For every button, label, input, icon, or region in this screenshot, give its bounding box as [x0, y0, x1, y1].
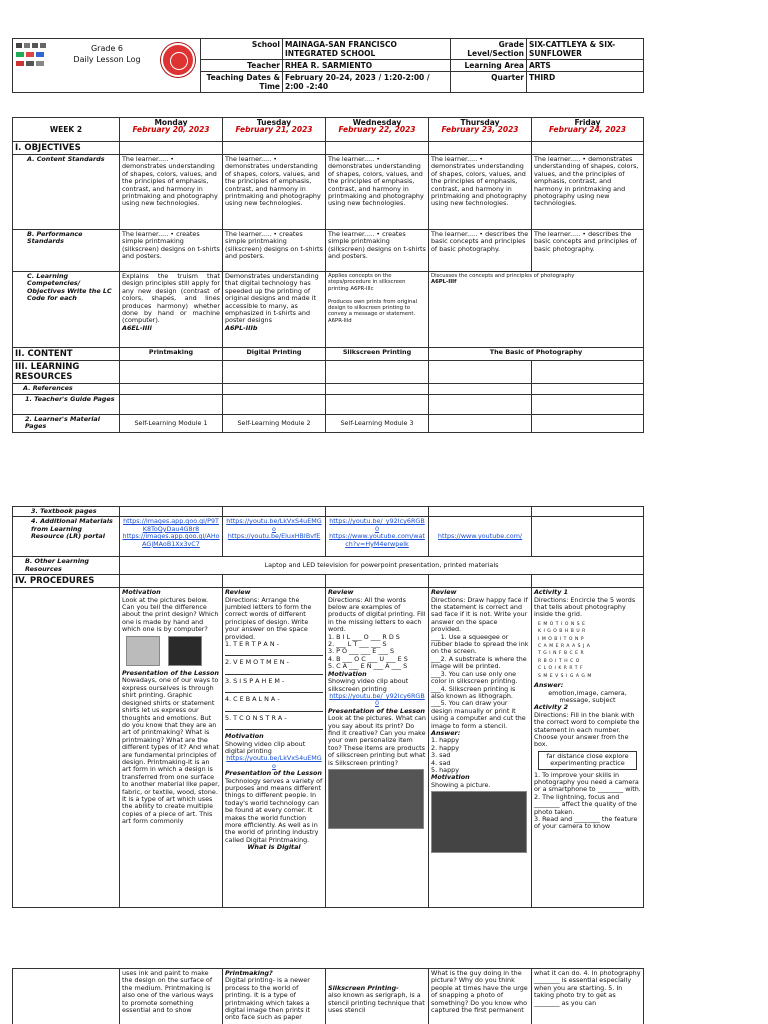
- content-standard-wed: The learner..... • demonstrates understanding of shapes, colors, values, and the principles of emphasis, contrast, and harmony in printmaking and photography using new technologies.: [326, 155, 429, 230]
- page-2: [12, 506, 643, 904]
- module-mon: Self-Learning Module 1: [120, 415, 223, 433]
- dates-label: Teaching Dates & Time: [201, 72, 283, 93]
- header-table: [12, 38, 644, 93]
- content-heading: II. CONTENT: [13, 348, 120, 361]
- perf-thu: The learner..... • describes the basic concepts and principles of basic photography.: [429, 230, 532, 272]
- link-mon-2[interactable]: https://images.app.goo.gl/AHoAGjMAoB1Xx3vC7: [122, 532, 220, 548]
- p3-mon: uses ink and paint to make the design on the surface of the medium. Printmaking is also one of the various ways to promote something essential and to show: [120, 969, 223, 1024]
- content-standard-tue: The learner..... • demonstrates understanding of shapes, colors, values, and the principles of emphasis, contrast, and harmony in printmaking and photography using new technologies.: [223, 155, 326, 230]
- links-tue: [223, 517, 326, 557]
- other-resources: Laptop and LED television for powerpoint presentation, printed materials: [120, 557, 644, 575]
- page-3: [12, 968, 643, 1024]
- lesson-table-1: [12, 117, 644, 433]
- quarter-label: Quarter: [451, 72, 527, 93]
- p3-thu: What is the guy doing in the picture? Why do you think people at times have the urge of snapping a photo of something? Do you know who captured the first permanent: [429, 969, 532, 1024]
- grade-title: Grade 6 Daily Lesson Log: [73, 44, 141, 64]
- day-tuesday: Tuesday February 21, 2023: [223, 118, 326, 142]
- word-search-grid: EMOTIONSE KIGOBHBUR IMOBITONP CAMERAASJA TGINFBCER RBOITHCO CLOIKRRTF SMEVSIGAGM: [538, 621, 594, 679]
- links-wed: [326, 517, 429, 557]
- perf-mon: The learner..... • creates simple printmaking (silkscreen) designs on t-shirts and posters.: [120, 230, 223, 272]
- textbook-label: 3. Textbook pages: [13, 507, 120, 517]
- perf-wed: The learner..... • creates simple printmaking (silkscreen) designs on t-shirts and posters.: [326, 230, 429, 272]
- comp-wed: Applies concepts on the steps/procedure in silkscreen printing A6PR-IIIc Produces own prints from original design to silkscreen printing to convey a message or statement. A6PR-IIId: [326, 272, 429, 348]
- area-label: Learning Area: [451, 60, 527, 72]
- comp-tue: Demonstrates understanding that digital technology has speeded up the printing of original designs and made it accessible to many, as emphasized in t-shirts and poster designs A6PL-IIIb: [223, 272, 326, 348]
- day-wednesday: Wednesday February 22, 2023: [326, 118, 429, 142]
- computer-shirt-image: [168, 636, 202, 666]
- link-thu[interactable]: https://www.youtube.com/: [437, 532, 523, 541]
- competency-label: C. Learning Competencies/ Objectives Write the LC Code for each: [13, 272, 120, 348]
- day-thursday: Thursday February 23, 2023: [429, 118, 532, 142]
- day-friday: Friday February 24, 2023: [532, 118, 644, 142]
- additional-label: 4. Additional Materials from Learning Resource (LR) portal: [13, 517, 120, 557]
- school-label: School: [201, 39, 283, 60]
- quarter-value: THIRD: [527, 72, 644, 93]
- content-standards-label: A. Content Standards: [13, 155, 120, 230]
- silkscreen-products-image: [328, 769, 424, 829]
- link-wed-2[interactable]: https://www.youtube.com/watch?v=HyM4erwpelk: [329, 532, 425, 548]
- content-wed: Silkscreen Printing: [326, 348, 429, 361]
- tue-video-link[interactable]: https://youtu.be/LkVxS4uEMGo: [226, 754, 322, 770]
- content-tue: Digital Printing: [223, 348, 326, 361]
- content-standard-mon: The learner..... • demonstrates understanding of shapes, colors, values, and the principles of emphasis, contrast, and harmony in printmaking and photography using new technologies.: [120, 155, 223, 230]
- proc-fri: Activity 1 Directions: Encircle the 5 words that tells about photography inside the grid. EMOTIONSE KIGOBHBUR IMOBITONP CAMERAASJA TGINFBCER RBOITHCO CLOIKRRTF SMEVSIGAGM Answer: emotion,image, camera, message, subject Activity 2 Directions: Fill in the blank with the correct word to complete the statement in each number. Choose your answer from the box. far distance close explore experimenting practice 1. To improve your skills in photography you need a camera or a smartphone to ________ with. 2. The lightning, focus and ________ affect the quality of the photo taken. 3. Read and ________ the feature of your camera to know: [532, 588, 644, 908]
- comp-thu-fri: Discusses the concepts and principles of photography A6PL-IIIf: [429, 272, 644, 348]
- link-tue-2[interactable]: https://youtu.be/EluxHBIBvfE: [227, 532, 321, 541]
- grade-label: Grade Level/Section: [451, 39, 527, 60]
- day-monday: Monday February 20, 2023: [120, 118, 223, 142]
- references-label: A. References: [13, 384, 120, 395]
- teacher-value: RHEA R. SARMIENTO: [283, 60, 451, 72]
- handmade-shirt-image: [126, 636, 160, 666]
- proc-thu: Review Directions: Draw happy face if the statement is correct and sad face if it is not. Write your answer on the space provided. ___1. Use a squeegee or rubber blade to spread the ink on the screen. ___2. A substrate is where the image will be printed. ___3. You can use only one color in silkscreen printing. ___4. Silkscreen printing is also known as lithograph. ___5. You can draw your design manually or print it using a computer and cut the image to form a stencil. Answer: 1. happy 2. happy 3. sad 4. sad 5. happy Motivation Showing a picture.: [429, 588, 532, 908]
- other-resources-label: B. Other Learning Resources: [13, 557, 120, 575]
- perf-fri: The learner..... • describes the basic concepts and principles of basic photography.: [532, 230, 644, 272]
- school-value: MAINAGA-SAN FRANCISCO INTEGRATED SCHOOL: [283, 39, 451, 60]
- lm-label: 2. Learner's Material Pages: [13, 415, 120, 433]
- comp-mon: Explains the truism that design principles still apply for any new design (contrast of colors, shapes, and lines produces harmony) whether done by hand or machine (computer). A6EL-IIIi: [120, 272, 223, 348]
- link-tue-1[interactable]: https://youtu.be/LkVxS4uEMGo: [226, 517, 322, 533]
- objectives-heading: I. OBJECTIVES: [13, 142, 120, 155]
- photographer-image: [431, 791, 527, 853]
- resources-heading: III. LEARNING RESOURCES: [13, 361, 120, 384]
- content-mon: Printmaking: [120, 348, 223, 361]
- content-standard-thu: The learner..... • demonstrates understanding of shapes, colors, values, and the principles of emphasis, contrast, and harmony in printmaking and photography using new technologies.: [429, 155, 532, 230]
- lesson-table-2: [12, 506, 644, 908]
- module-tue: Self-Learning Module 2: [223, 415, 326, 433]
- links-mon: [120, 517, 223, 557]
- word-choice-box: far distance close explore experimenting practice: [538, 751, 637, 770]
- content-thu-fri: The Basic of Photography: [429, 348, 644, 361]
- lesson-table-3: [12, 968, 644, 1024]
- p3-fri: what it can do. 4. In photography ________ is essential especially when you are starting. 5. In taking photo try to get as ________ as you can: [532, 969, 644, 1024]
- proc-mon: Motivation Look at the pictures below. Can you tell the difference about the print design? Which one is made by hand and which one is by computer? Presentation of the Lesson Nowadays, one of our ways to express ourselves is through shirt printing. Graphic designed shirts or statement shirts let us express our thoughts and emotions. But do you know that they are an art of printmaking? What is printmaking? What are the different types of it? And what are fundamental principles of design. Printmaking-It is an art form in which a design is transferred from one surface to another material like paper, fabric, or textile, wood, stone. It is a type of art which uses the ability to create multiple copies of a piece of art. This art form commonly: [120, 588, 223, 908]
- header-logo-cell: [13, 39, 201, 93]
- link-wed-1[interactable]: https://youtu.be/_y92Icy6RGB0: [329, 517, 425, 533]
- procedures-heading: IV. PROCEDURES: [13, 575, 120, 588]
- links-thu: [429, 517, 532, 557]
- performance-standards-label: B. Performance Standards: [13, 230, 120, 272]
- module-wed: Self-Learning Module 3: [326, 415, 429, 433]
- deped-logo-icon: [15, 41, 49, 71]
- content-standard-fri: The learner..... • demonstrates understanding of shapes, colors, values, and the principles of emphasis, contrast, and harmony in printmaking and photography using new technologies.: [532, 155, 644, 230]
- area-value: ARTS: [527, 60, 644, 72]
- proc-wed: Review Directions: All the words below are examples of products of digital printing. Fill in the missing letters to each word. 1. B I L ___ O ___ R D S 2. ___ L T ___ ___ S 3. P O ___ ___ E ___ S 4. B ___ O C ___ U ___ E S 5. C A ___ E N ___ A ___ S Motivation Showing video clip about silkscreen printing https://youtu.be/_y92Icy6RGB0 Presentation of the Lesson Look at the pictures. What can you say about its print? Do find it creative? Can you make your own personalize item too? These items are products of silkscreen printing but what is Silkscreen printing?: [326, 588, 429, 908]
- p3-tue: Printmaking? Digital printing- is a newer process to the world of printing. It is a type of printmaking which takes a digital image then prints it onto face such as paper: [223, 969, 326, 1024]
- page-1: [12, 38, 643, 438]
- school-seal-icon: [161, 43, 195, 77]
- tg-label: 1. Teacher's Guide Pages: [13, 395, 120, 415]
- dates-value: February 20-24, 2023 / 1:20-2:00 / 2:00 -2:40: [283, 72, 451, 93]
- teacher-label: Teacher: [201, 60, 283, 72]
- proc-tue: Review Directions: Arrange the jumbled letters to form the correct words of different principles of design. Write your answer on the space provided. 1. T E R T P A N - 2. V E M O T M E N - 3. S I S P A H E M - 4. C E B A L N A - 5. T C O N S T R A - Motivation Showing video clip about digital printing https://youtu.be/LkVxS4uEMGo Presentation of the Lesson Technology serves a variety of purposes and means different things to different people. In today's world technology can be found at every corner. It makes the world function more efficiently. As well as in the world of printing industry called Digital Printmaking. What is Digital: [223, 588, 326, 908]
- week-label: WEEK 2: [13, 118, 120, 142]
- p3-wed: Silkscreen Printing- also known as serigraph, is a stencil printing technique that uses stencil: [326, 969, 429, 1024]
- link-mon-1[interactable]: https://images.app.goo.gl/P9TK8ToQyDau4G8r8: [123, 517, 219, 533]
- wed-video-link[interactable]: https://youtu.be/_y92Icy6RGB0: [329, 691, 425, 708]
- grade-value: SIX-CATTLEYA & SIX-SUNFLOWER: [527, 39, 644, 60]
- perf-tue: The learner..... • creates simple printmaking (silkscreen) designs on t-shirts and posters.: [223, 230, 326, 272]
